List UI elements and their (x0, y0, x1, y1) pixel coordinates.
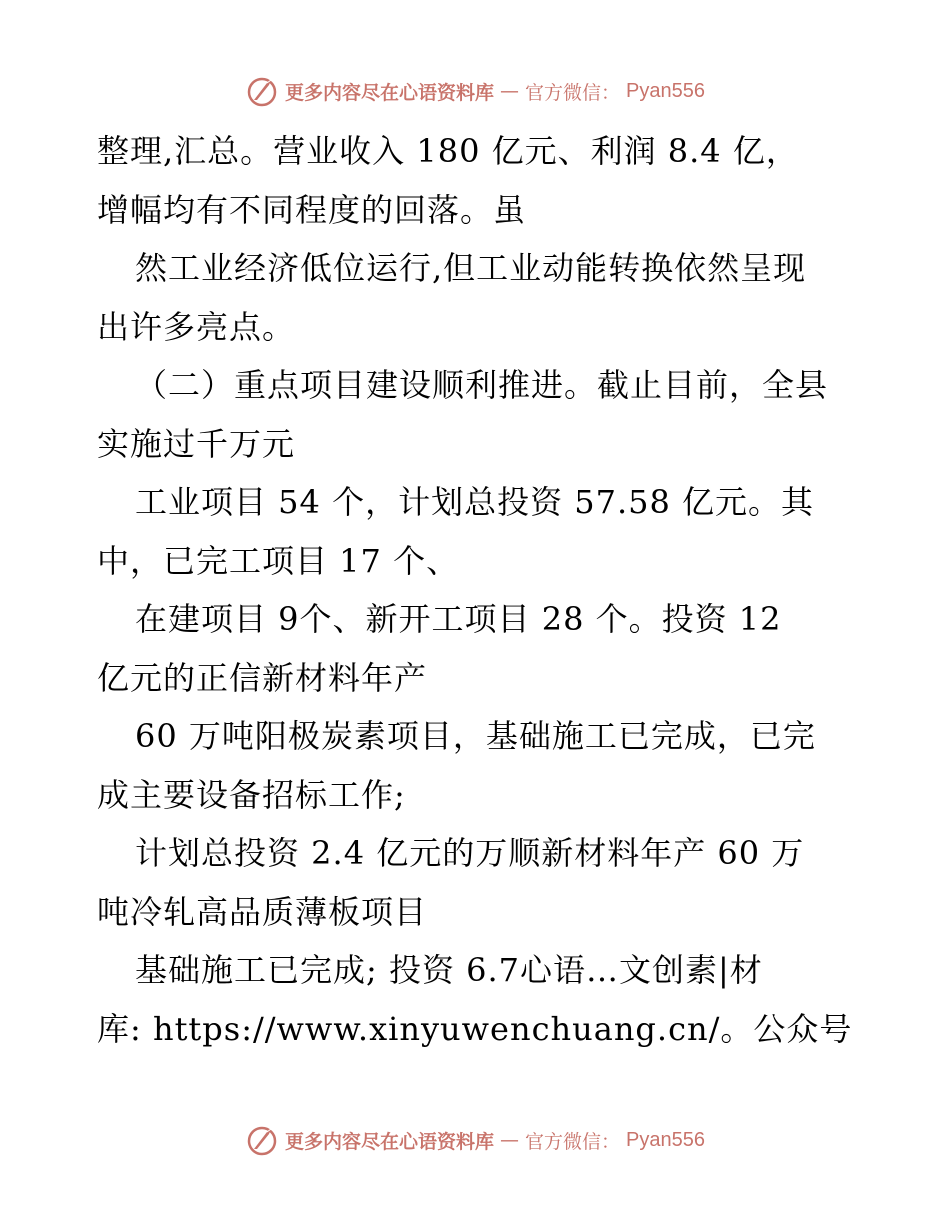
text-line: 增幅均有不同程度的回落。虽 (97, 190, 527, 229)
text-line: 中，已完工项目 17 个、 (97, 541, 460, 580)
text-line: 成主要设备招标工作; (97, 775, 406, 814)
text-line: 实施过千万元 (97, 424, 296, 463)
text-line: 库: https://www.xinyuwenchuang.cn/。公众号 (97, 1009, 853, 1048)
document-body (97, 122, 857, 1058)
text-line: 出许多亮点。 (97, 307, 296, 346)
text-line: 亿元的正信新材料年产 (97, 658, 428, 697)
watermark-separator: — (500, 80, 520, 102)
text-line: （二）重点项目建设顺利推进。截止目前，全县 (135, 366, 829, 404)
text-line: 在建项目 9个、新开工项目 28 个。投资 12 (135, 600, 782, 638)
watermark-group (245, 74, 705, 108)
watermark-brand: 更多内容尽在心语资料库 (285, 81, 495, 104)
watermark-group (245, 1123, 705, 1157)
text-line: 工业项目 54 个，计划总投资 57.58 亿元。其 (135, 483, 815, 521)
watermark-wechat-id: Pyan556 (626, 1128, 705, 1151)
text-line: 然工业经济低位运行,但工业动能转换依然呈现 (135, 249, 807, 287)
watermark-brand: 更多内容尽在心语资料库 (285, 1130, 495, 1153)
text-line: 基础施工已完成; 投资 6.7心语…文创素|材 (135, 951, 763, 989)
quill-pen-logo-icon (245, 74, 279, 108)
watermark-wechat-id: Pyan556 (626, 79, 705, 102)
text-line: 吨冷轧高品质薄板项目 (97, 892, 428, 931)
footer-watermark (0, 1120, 950, 1160)
watermark-separator: — (500, 1129, 520, 1151)
header-watermark (0, 71, 950, 111)
text-line: 整理,汇总。营业收入 180 亿元、利润 8.4 亿， (97, 132, 799, 170)
text-line: 60 万吨阳极炭素项目，基础施工已完成，已完 (135, 717, 816, 755)
quill-pen-logo-icon (245, 1123, 279, 1157)
watermark-wechat-label: 官方微信： (525, 81, 621, 104)
text-line: 计划总投资 2.4 亿元的万顺新材料年产 60 万 (135, 834, 805, 872)
watermark-wechat-label: 官方微信： (525, 1130, 621, 1153)
